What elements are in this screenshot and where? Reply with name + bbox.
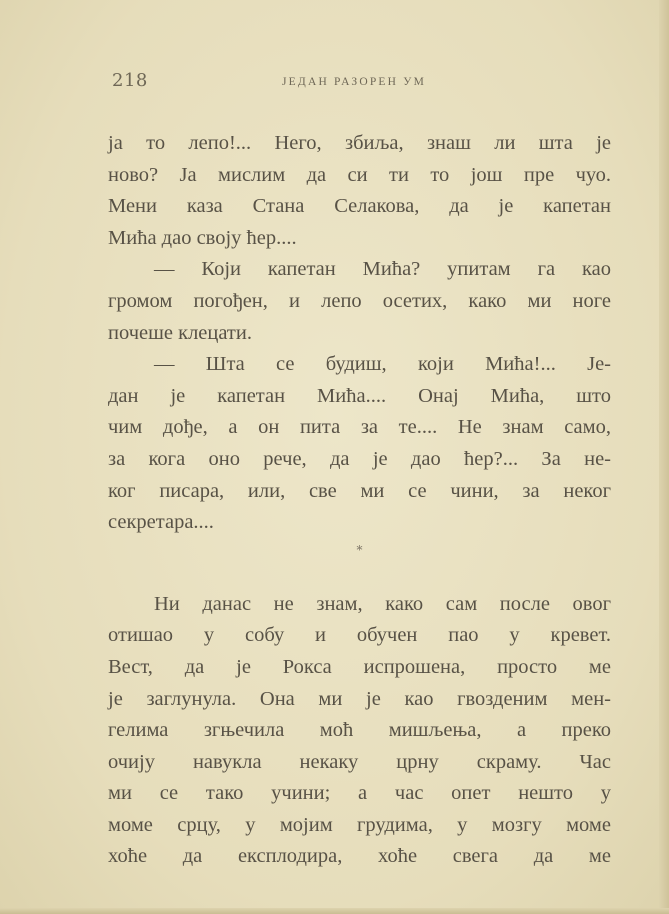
text-line: за кога оно рече, да је дао ћер?... За не- bbox=[108, 447, 611, 470]
section-break-asterisk: * bbox=[356, 542, 363, 557]
page-edge-right bbox=[659, 0, 669, 914]
text-line: ми се тако учини; а час опет нешто у bbox=[108, 782, 611, 805]
text-line: почеше клецати. bbox=[108, 321, 252, 344]
text-line: је заглунула. Она ми је као гвозденим мен- bbox=[108, 687, 611, 710]
text-line: Вест, да је Рокса испрошена, просто ме bbox=[108, 655, 611, 678]
text-line: дан је капетан Мића.... Онај Мића, што bbox=[108, 384, 611, 407]
text-line: Мени каза Стана Селакова, да је капетан bbox=[108, 195, 611, 218]
text-line: чим дође, а он пита за те.... Не знам само, bbox=[108, 416, 611, 439]
text-line: секретара.... bbox=[108, 511, 214, 534]
page-header bbox=[112, 70, 612, 94]
body-text bbox=[108, 128, 611, 873]
text-line: — Који капетан Мића? упитам га као bbox=[154, 258, 611, 281]
text-line: ја то лепо!... Него, збиља, знаш ли шта је bbox=[108, 132, 611, 154]
text-line: гелима згњечила моћ мишљења, а преко bbox=[108, 719, 611, 742]
text-line: очију навукла некаку црну скраму. Час bbox=[108, 750, 611, 773]
text-line: моме срцу, у мојим грудима, у мозгу моме bbox=[108, 813, 611, 836]
text-line: ново? Ја мислим да си ти то још пре чуо. bbox=[108, 163, 611, 186]
text-line: громом погођен, и лепо осетих, како ми ноге bbox=[108, 289, 611, 312]
page-number: 218 bbox=[112, 70, 148, 91]
running-title: ЈЕДАН РАЗОРЕН УМ bbox=[282, 76, 427, 88]
page-edge-bottom bbox=[0, 908, 669, 914]
text-line: хоће да експлодира, хоће свега да ме bbox=[108, 845, 611, 868]
text-line: — Шта се будиш, који Мића!... Је- bbox=[154, 353, 611, 376]
text-line: ког писара, или, све ми се чини, за неког bbox=[108, 479, 611, 502]
text-line: Ни данас не знам, како сам после овог bbox=[154, 592, 611, 615]
text-line: Мића дао своју ћер.... bbox=[108, 226, 297, 249]
text-line: отишао у собу и обучен пао у кревет. bbox=[108, 624, 611, 647]
